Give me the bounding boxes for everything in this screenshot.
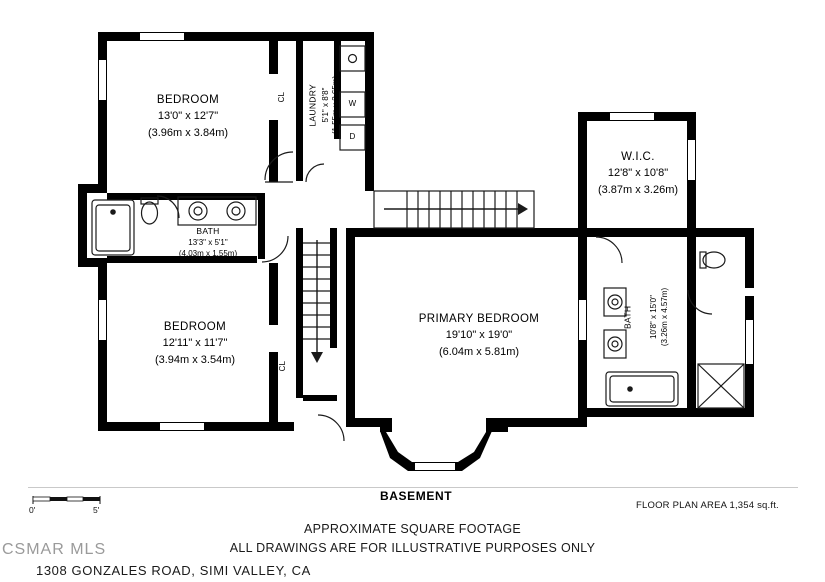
closet-label-2: CL bbox=[278, 360, 287, 372]
room-label-bath-1-name: BATH bbox=[196, 226, 220, 236]
scale-zero-label: 0' bbox=[29, 505, 36, 515]
room-label-bedroom-1-dim: 13'0" x 12'7" bbox=[157, 110, 219, 122]
room-label-bedroom-1-name: BEDROOM bbox=[156, 94, 220, 106]
footer-divider bbox=[28, 487, 798, 488]
room-label-bath-2-metric: (3.26m x 4.57m) bbox=[660, 287, 669, 347]
closet-label-1: CL bbox=[277, 91, 286, 103]
toilet-icon bbox=[141, 198, 158, 224]
room-label-laundry-metric: (1.55m x 2.65m) bbox=[331, 75, 340, 135]
stairs-lower bbox=[303, 240, 330, 363]
floor-level-label: BASEMENT bbox=[380, 489, 453, 503]
room-label-wic-dim: 12'8" x 10'8" bbox=[607, 167, 669, 179]
room-label-bath-2-name: BATH bbox=[622, 305, 633, 329]
room-label-bedroom-1-metric: (3.96m x 3.84m) bbox=[147, 127, 229, 139]
room-label-primary-bedroom-name: PRIMARY BEDROOM bbox=[418, 313, 540, 325]
room-label-primary-bedroom-dim: 19'10" x 19'0" bbox=[445, 329, 513, 341]
shower-icon bbox=[698, 364, 744, 408]
disclaimer-line-2: ALL DRAWINGS ARE FOR ILLUSTRATIVE PURPOSES ONLY bbox=[229, 541, 596, 555]
room-label-wic-metric: (3.87m x 3.26m) bbox=[597, 184, 679, 196]
scale-five-label: 5' bbox=[93, 505, 100, 515]
stairs-upper bbox=[374, 191, 534, 228]
toilet-icon-2 bbox=[700, 252, 725, 268]
washer-label: W bbox=[348, 99, 357, 108]
room-label-bath-1-metric: (4.03m x 1.55m) bbox=[178, 249, 238, 258]
room-label-bedroom-2-metric: (3.94m x 3.54m) bbox=[154, 354, 236, 366]
room-label-bedroom-2-name: BEDROOM bbox=[163, 321, 227, 333]
room-label-primary-bedroom-metric: (6.04m x 5.81m) bbox=[438, 346, 520, 358]
room-label-bath-1-dim: 13'3" x 5'1" bbox=[188, 238, 228, 247]
room-label-wic-name: W.I.C. bbox=[621, 151, 655, 163]
bathtub-icon bbox=[92, 200, 134, 255]
room-label-bath-2-dim: 10'8" x 15'0" bbox=[649, 295, 658, 339]
disclaimer-line-1: APPROXIMATE SQUARE FOOTAGE bbox=[303, 522, 522, 536]
dryer-label: D bbox=[349, 132, 356, 141]
room-label-laundry-name: LAUNDRY bbox=[307, 84, 318, 127]
mls-watermark: CSMAR MLS bbox=[2, 541, 107, 558]
room-label-laundry-dim: 5'1" x 8'8" bbox=[321, 87, 330, 123]
floor-area-label: FLOOR PLAN AREA 1,354 sq.ft. bbox=[636, 500, 779, 511]
vanity-icon bbox=[178, 197, 256, 225]
property-address: 1308 GONZALES ROAD, SIMI VALLEY, CA bbox=[36, 563, 311, 578]
room-label-bedroom-2-dim: 12'11" x 11'7" bbox=[162, 337, 228, 349]
scale-bar bbox=[33, 496, 100, 504]
bathtub-icon-2 bbox=[606, 372, 678, 406]
